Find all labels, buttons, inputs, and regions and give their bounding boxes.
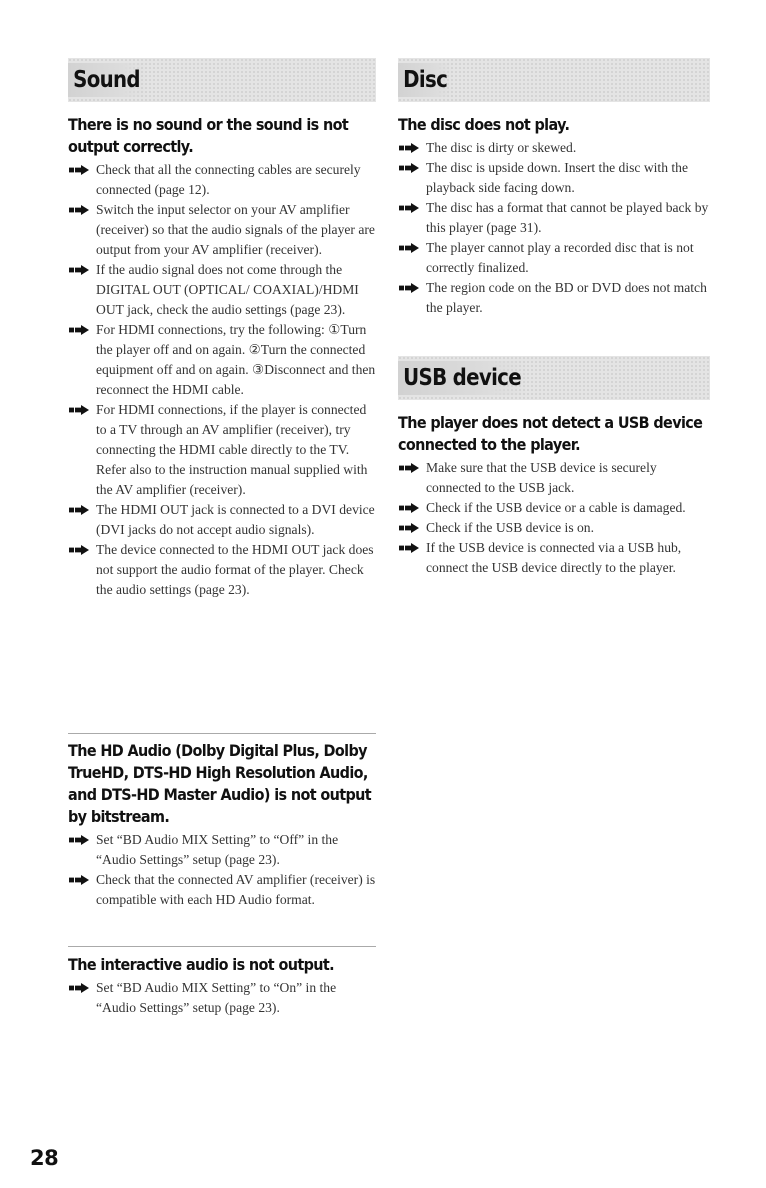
section-title: USB device — [398, 361, 526, 395]
remedy-item — [68, 540, 376, 600]
remedy-text: Check if the USB device or a cable is damaged. — [426, 500, 686, 515]
section-title: Disc — [398, 63, 452, 97]
remedy-item — [398, 138, 710, 158]
remedy-list — [68, 160, 376, 600]
remedy-list — [398, 138, 710, 318]
topic-usb-not-detected — [398, 412, 710, 578]
arrow-right-icon — [399, 503, 419, 513]
arrow-right-icon — [399, 523, 419, 533]
topic-disc-not-play — [398, 114, 710, 318]
arrow-right-icon — [69, 505, 89, 515]
arrow-right-icon — [69, 265, 89, 275]
remedy-text: Switch the input selector on your AV amplifier (receiver) so that the audio signals of the player are output from your AV amplifier (receiver). — [96, 202, 375, 257]
remedy-item — [68, 320, 376, 400]
arrow-right-icon — [399, 163, 419, 173]
remedy-item — [398, 278, 710, 318]
topic-title: The disc does not play. — [398, 115, 570, 134]
arrow-right-icon — [69, 205, 89, 215]
remedy-text: If the USB device is connected via a USB hub, connect the USB device directly to the player. — [426, 540, 682, 575]
usb-section — [398, 356, 710, 578]
right-column — [398, 58, 710, 594]
remedy-text: If the audio signal does not come through the DIGITAL OUT (OPTICAL/ COAXIAL)/HDMI OUT jack, check the audio settings (page 23). — [96, 262, 359, 317]
arrow-right-icon — [399, 203, 419, 213]
remedy-item — [68, 978, 376, 1018]
sound-section-header — [68, 58, 376, 102]
remedy-list — [68, 978, 376, 1018]
arrow-right-icon — [69, 165, 89, 175]
remedy-item — [398, 198, 710, 238]
arrow-right-icon — [399, 143, 419, 153]
remedy-text: The player cannot play a recorded disc that is not correctly finalized. — [426, 240, 694, 275]
arrow-right-icon — [69, 325, 89, 335]
remedy-text: The disc is dirty or skewed. — [426, 140, 577, 155]
arrow-right-icon — [399, 463, 419, 473]
section-title: Sound — [68, 63, 145, 97]
remedy-item — [68, 160, 376, 200]
arrow-right-icon — [399, 243, 419, 253]
topic-interactive-audio — [68, 954, 376, 1034]
remedy-item — [68, 200, 376, 260]
remedy-text: The region code on the BD or DVD does not match the player. — [426, 280, 707, 315]
remedy-list — [398, 458, 710, 578]
page-number: 28 — [30, 1146, 59, 1170]
remedy-text: Check that the connected AV amplifier (receiver) is compatible with each HD Audio format. — [96, 872, 376, 907]
topic-no-sound — [68, 114, 376, 600]
section-divider — [68, 733, 376, 734]
remedy-text: Check if the USB device is on. — [426, 520, 595, 535]
arrow-right-icon — [69, 835, 89, 845]
arrow-right-icon — [69, 875, 89, 885]
disc-section-header — [398, 58, 710, 102]
remedy-text: The disc has a format that cannot be played back by this player (page 31). — [426, 200, 709, 235]
sound-section — [68, 58, 376, 616]
remedy-item — [68, 260, 376, 320]
remedy-text: For HDMI connections, if the player is connected to a TV through an AV amplifier (receiver), try connecting the HDMI cable directly to the TV. Refer also to the instruction manual supplied with the AV amplifier (receiver). — [96, 402, 368, 497]
remedy-item — [68, 400, 376, 500]
arrow-right-icon — [399, 543, 419, 553]
remedy-text: For HDMI connections, try the following: ①Turn the player off and on again. ②Turn the connected equipment off and on again. ③Disconnect and then reconnect the HDMI cable. — [96, 322, 376, 397]
remedy-text: The HDMI OUT jack is connected to a DVI device (DVI jacks do not accept audio signals). — [96, 502, 375, 537]
topic-title: The player does not detect a USB device connected to the player. — [398, 413, 703, 454]
remedy-item — [398, 458, 710, 498]
remedy-item — [68, 870, 376, 910]
topic-title: The HD Audio (Dolby Digital Plus, Dolby TrueHD, DTS-HD High Resolution Audio, and DTS-HD Master Audio) is not output by bitstream. — [68, 741, 372, 826]
remedy-text: Set “BD Audio MIX Setting” to “On” in the “Audio Settings” setup (page 23). — [96, 980, 337, 1015]
remedy-item — [398, 518, 710, 538]
remedy-item — [398, 158, 710, 198]
remedy-text: The device connected to the HDMI OUT jack does not support the audio format of the player. Check the audio settings (page 23). — [96, 542, 374, 597]
arrow-right-icon — [399, 283, 419, 293]
section-divider — [68, 946, 376, 947]
topic-title: There is no sound or the sound is not output correctly. — [68, 115, 349, 156]
remedy-item — [68, 500, 376, 540]
remedy-text: Check that all the connecting cables are securely connected (page 12). — [96, 162, 361, 197]
topic-title: The interactive audio is not output. — [68, 955, 334, 974]
remedy-text: Set “BD Audio MIX Setting” to “Off” in the “Audio Settings” setup (page 23). — [96, 832, 339, 867]
remedy-text: The disc is upside down. Insert the disc with the playback side facing down. — [426, 160, 689, 195]
arrow-right-icon — [69, 405, 89, 415]
remedy-item — [68, 830, 376, 870]
arrow-right-icon — [69, 983, 89, 993]
remedy-item — [398, 538, 710, 578]
usb-section-header — [398, 356, 710, 400]
remedy-item — [398, 498, 710, 518]
remedy-text: Make sure that the USB device is securely connected to the USB jack. — [426, 460, 657, 495]
topic-hd-audio — [68, 740, 376, 926]
remedy-list — [68, 830, 376, 910]
remedy-item — [398, 238, 710, 278]
arrow-right-icon — [69, 545, 89, 555]
disc-section — [398, 58, 710, 318]
